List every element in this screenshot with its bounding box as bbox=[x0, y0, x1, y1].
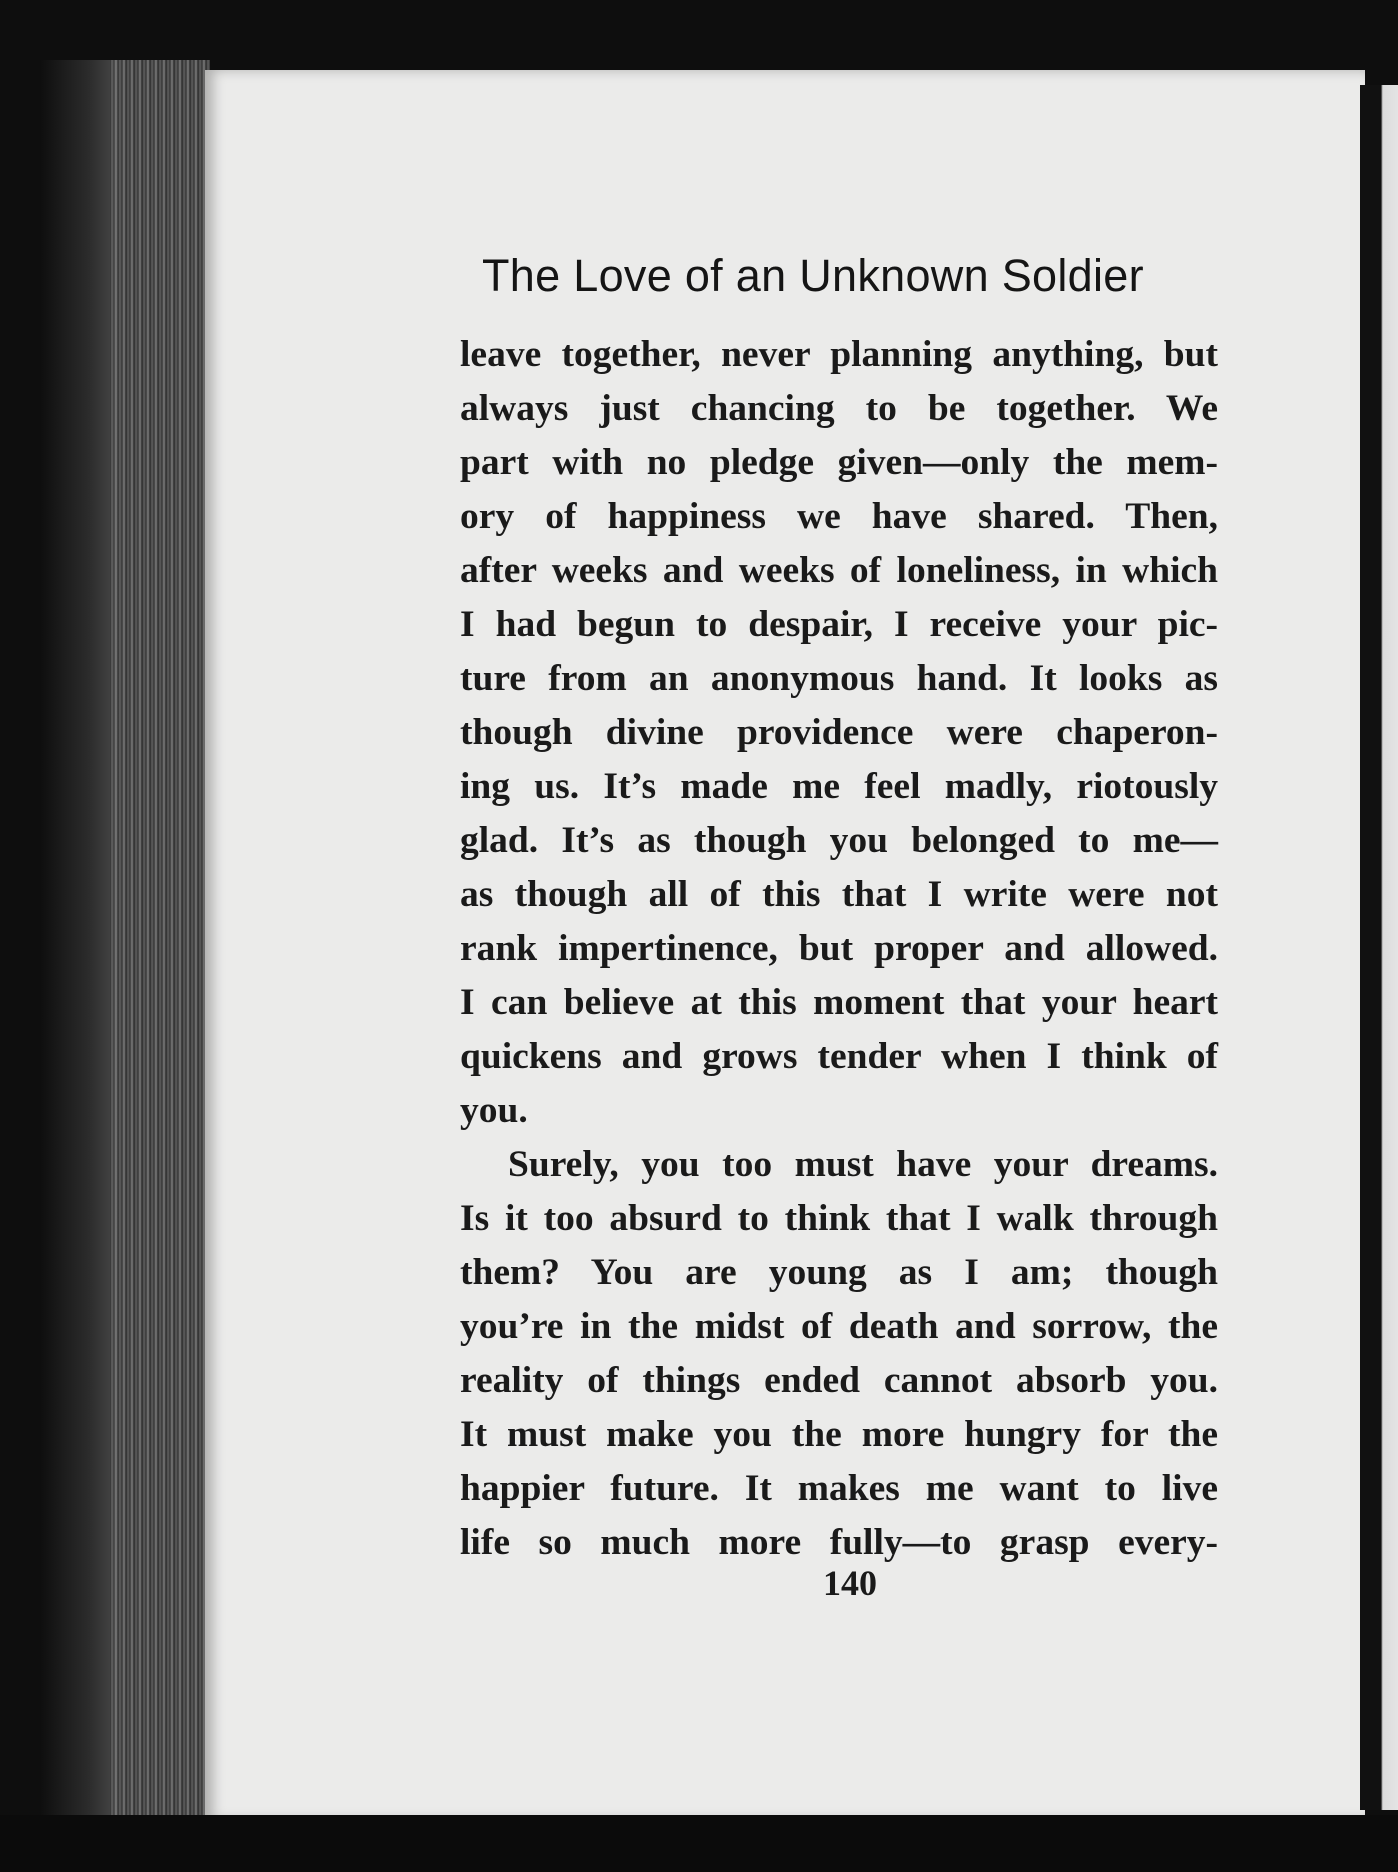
text-line: ing us. It’s made me feel madly, riotously bbox=[460, 766, 1218, 807]
page-number: 140 bbox=[823, 1563, 877, 1603]
text-line: glad. It’s as though you belonged to me— bbox=[460, 820, 1218, 861]
text-line: though divine providence were chaperon- bbox=[460, 712, 1218, 753]
book-spine-shadow bbox=[40, 60, 120, 1822]
text-line: after weeks and weeks of loneliness, in which bbox=[460, 550, 1218, 591]
text-line: I can believe at this moment that your heart bbox=[460, 982, 1218, 1023]
text-line: It must make you the more hungry for the bbox=[460, 1414, 1218, 1455]
scan-bottom-margin bbox=[0, 1815, 1398, 1872]
text-line: life so much more fully—to grasp every- bbox=[460, 1522, 1218, 1563]
text-line: you. bbox=[460, 1090, 528, 1131]
text-line-paragraph-start: Surely, you too must have your dreams. bbox=[508, 1144, 1218, 1185]
text-line: as though all of this that I write were not bbox=[460, 874, 1218, 915]
text-line: quickens and grows tender when I think of bbox=[460, 1036, 1218, 1077]
running-head: The Love of an Unknown Soldier bbox=[482, 250, 1144, 301]
text-line: you’re in the midst of death and sorrow, the bbox=[460, 1306, 1218, 1347]
text-line: Is it too absurd to think that I walk through bbox=[460, 1198, 1218, 1239]
facing-page-edge bbox=[1360, 85, 1398, 1810]
text-line: rank impertinence, but proper and allowed. bbox=[460, 928, 1218, 969]
text-line: happier future. It makes me want to live bbox=[460, 1468, 1218, 1509]
text-line: ture from an anonymous hand. It looks as bbox=[460, 658, 1218, 699]
text-line: them? You are young as I am; though bbox=[460, 1252, 1218, 1293]
text-line: part with no pledge given—only the mem- bbox=[460, 442, 1218, 483]
text-line: I had begun to despair, I receive your pic- bbox=[460, 604, 1218, 645]
body-text bbox=[460, 328, 1218, 1570]
text-line: ory of happiness we have shared. Then, bbox=[460, 496, 1218, 537]
text-line: leave together, never planning anything, but bbox=[460, 334, 1218, 375]
text-line: reality of things ended cannot absorb you. bbox=[460, 1360, 1218, 1401]
stacked-page-edges bbox=[110, 60, 210, 1822]
text-line: always just chancing to be together. We bbox=[460, 388, 1218, 429]
